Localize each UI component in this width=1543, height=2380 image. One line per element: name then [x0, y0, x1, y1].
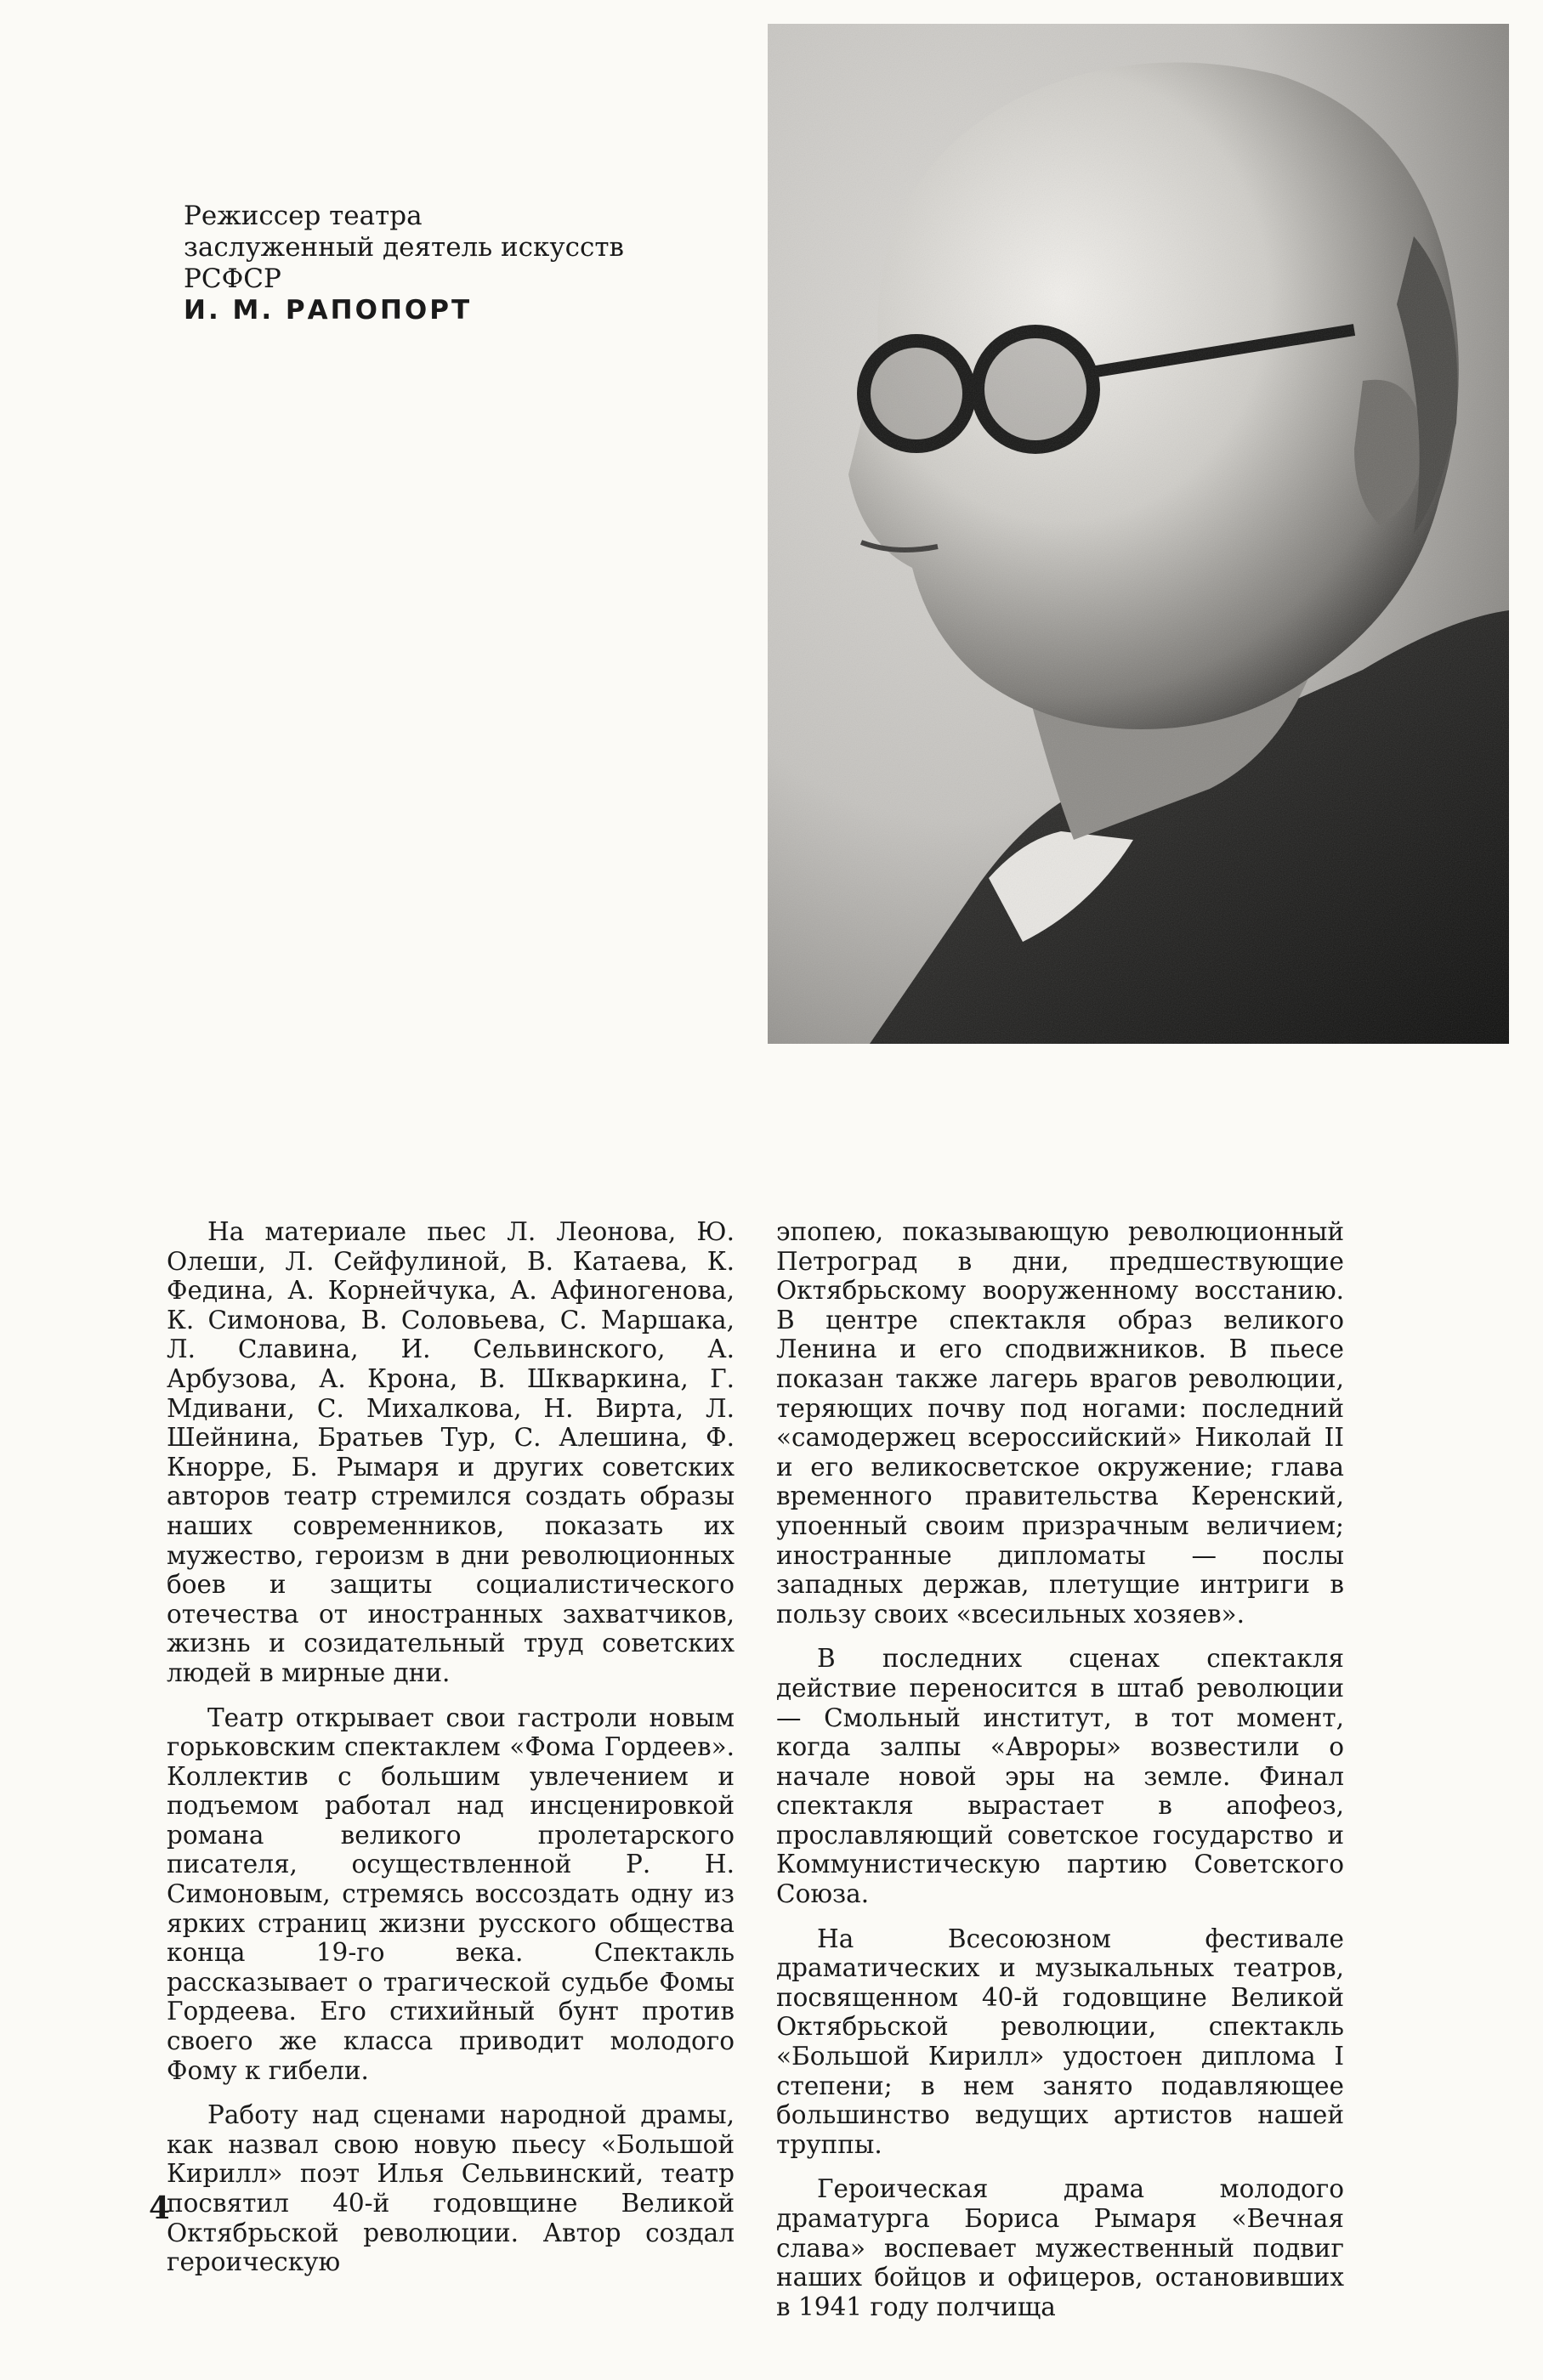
paragraph: Героическая драма молодого драматурга Бориса Рымаря «Вечная слава» воспевает мужественный подвиг наших бойцов и офицеров, остановивших в 1941 году полчища: [776, 2174, 1344, 2321]
paragraph: Работу над сценами народной драмы, как назвал свою новую пьесу «Большой Кирилл» поэт Илья Сельвинский, театр посвятил 40-й годовщине Великой Октябрьской революции. Автор создал героическую: [167, 2100, 735, 2277]
text-column-left: [167, 1217, 735, 2292]
paragraph: На Всесоюзном фестивале драматических и музыкальных театров, посвященном 40-й годовщине Великой Октябрьской революции, спектакль «Большой Кирилл» удостоен диплома I степени; в нем занято подавляющее большинство ведущих артистов нашей труппы.: [776, 1924, 1344, 2159]
photo-grain: [768, 24, 1509, 1044]
caption-role: Режиссер театра: [184, 201, 423, 231]
portrait-illustration: [768, 24, 1509, 1044]
photo-caption: [184, 201, 728, 326]
paragraph: Театр открывает свои гастроли новым горьковским спектаклем «Фома Гордеев». Коллектив с большим увлечением и подъемом работал над инсценировкой романа великого пролетарского писателя, осуществленной Р. Н. Симоновым, стремясь воссоздать одну из ярких страниц жизни русского общества конца 19-го века. Спектакль рассказывает о трагической судьбе Фомы Гордеева. Его стихийный бунт против своего же класса приводит молодого Фому к гибели.: [167, 1703, 735, 2085]
page-number: 4: [149, 2190, 171, 2226]
text-column-right: [776, 1217, 1344, 2337]
paragraph: На материале пьес Л. Леонова, Ю. Олеши, Л. Сейфулиной, В. Катаева, К. Федина, А. Корнейчука, А. Афиногенова, К. Симонова, В. Соловьева, С. Маршака, Л. Славина, И. Сельвинского, А. Арбузова, А. Крона, В. Шкваркина, Г. Мдивани, С. Михалкова, Н. Вирта, Л. Шейнина, Братьев Тур, С. Алешина, Ф. Кнорре, Б. Рымаря и других советских авторов театр стремился создать образы наших современников, показать их мужество, героизм в дни революционных боев и защиты социалистического отечества от иностранных захватчиков, жизнь и созидательный труд советских людей в мирные дни.: [167, 1217, 735, 1687]
caption-title: заслуженный деятель искусств РСФСР: [184, 232, 624, 294]
paragraph: В последних сценах спектакля действие переносится в штаб революции— Смольный институт, в тот момент, когда залпы «Авроры» возвестили о начале новой эры на земле. Финал спектакля вырастает в апофеоз, прославляющий советское государство и Коммунистическую партию Советского Союза.: [776, 1644, 1344, 1909]
caption-name: И. М. РАПОПОРТ: [184, 295, 473, 326]
paragraph: эпопею, показывающую революционный Петроград в дни, предшествующие Октябрьскому вооруженному восстанию. В центре спектакля образ великого Ленина и его сподвижников. В пьесе показан также лагерь врагов революции, теряющих почву под ногами: последний «самодержец всероссийский» Николай II и его великосветское окружение; глава временного правительства Керенский, упоенный своим призрачным величием; иностранные дипломаты — послы западных держав, плетущие интриги в пользу своих «всесильных хозяев».: [776, 1217, 1344, 1629]
director-portrait-photo: [768, 24, 1509, 1044]
